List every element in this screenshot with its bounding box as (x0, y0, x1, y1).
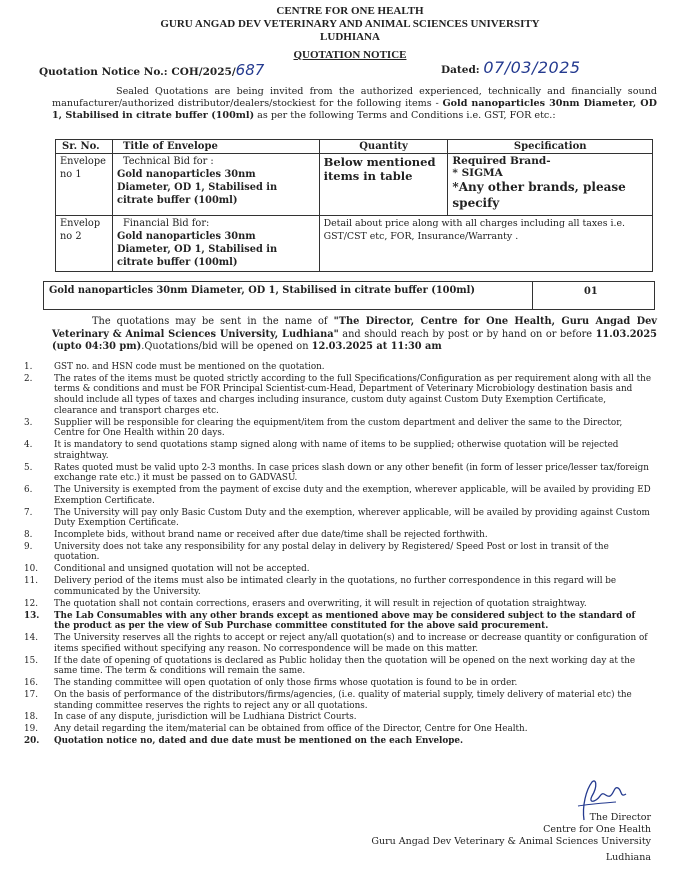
term-number: 12. (24, 598, 38, 609)
col-header-specification: Specification (448, 140, 653, 154)
term-number: 7. (24, 507, 33, 518)
term-item (0, 463, 700, 484)
send-addressee: "The Director, Centre for One Health, Guru Angad Dev Veterinary & Animal Sciences University, Ludhiana" (52, 316, 657, 340)
row2-title (112, 216, 319, 272)
term-number: 18. (24, 712, 38, 723)
term-text: Rates quoted must be valid upto 2-3 months. In case prices slash down or any other benefit (in form of lesser price/lesser tax/foreign exchange rate etc.) it must be passed on to GADVASU. (54, 462, 649, 484)
term-text: Any detail regarding the item/material can be obtained from office of the Director, Centre for One Health. (54, 724, 528, 735)
term-number: 17. (24, 689, 38, 700)
signature-centre: Centre for One Health (543, 824, 651, 835)
send-text-1: The quotations may be sent in the name of (92, 316, 334, 327)
header-centre: CENTRE FOR ONE HEALTH (276, 5, 424, 17)
row1-sr: Envelope no 1 (56, 154, 113, 216)
term-number: 2. (24, 373, 33, 384)
col-header-title: Title of Envelope (112, 140, 319, 154)
row1-quantity: Below mentioned items in table (319, 154, 448, 216)
term-number: 14. (24, 633, 38, 644)
intro-text-1: Sealed Quotations are being invited from the authorized experienced, technically and financially sound manufacturer/authorized distributor/dealers/stockiest for the following items - (52, 86, 657, 109)
terms-list (0, 362, 700, 748)
dated-handwritten: 07/03/2025 (483, 58, 581, 77)
term-item (0, 564, 700, 575)
term-item (0, 712, 700, 723)
term-item (0, 485, 700, 506)
spec-other-brands: *Any other brands, please specify (452, 180, 626, 210)
intro-text-2: as per the following Terms and Conditions i.e. GST, FOR etc.: (254, 110, 556, 121)
term-text: The quotation shall not contain corrections, erasers and overwriting, it will result in rejection of quotation straightway. (54, 598, 587, 609)
term-text: The Lab Consumables with any other brands except as mentioned above may be considered subject to the standard of the product as per the view of Sub Purchase committee constituted for the above said procurement. (54, 610, 636, 632)
term-text: The University reserves all the rights to accept or reject any/all quotation(s) and to increase or decrease quantity or configuration of items specified without specifying any reason. No correspondence will be made on this matter. (54, 633, 648, 654)
send-paragraph (52, 316, 657, 354)
notice-title: QUOTATION NOTICE (293, 49, 407, 61)
term-item (0, 611, 700, 632)
term-item (0, 440, 700, 461)
term-text: Delivery period of the items must also be intimated clearly in the quotations, no further correspondence in this regard will be communicated by the University. (54, 576, 617, 597)
header-university: GURU ANGAD DEV VETERINARY AND ANIMAL SCIENCES UNIVERSITY (160, 18, 540, 30)
summary-divider (532, 282, 533, 309)
term-text: If the date of opening of quotations is declared as Public holiday then the quotation will be opened on the next working day at the same time. The term & conditions will remain the same. (54, 655, 636, 677)
term-text: GST no. and HSN code must be mentioned on the quotation. (54, 362, 325, 372)
term-item (0, 678, 700, 689)
term-number: 8. (24, 529, 33, 540)
term-item (0, 508, 700, 529)
summary-item: Gold nanoparticles 30nm Diameter, OD 1, Stabilised in citrate buffer (100ml) (49, 285, 476, 296)
send-text-2: and should reach by post or by hand on or before (338, 328, 596, 340)
term-item (0, 724, 700, 735)
term-text: University does not take any responsibility for any postal delay in delivery by Registered/ Speed Post or lost in transit of the quotation. (54, 541, 609, 563)
table-row (56, 154, 653, 216)
notice-date (441, 58, 581, 77)
row2-detail: Detail about price along with all charges including all taxes i.e. GST/CST etc, FOR, Insurance/Warranty . (319, 216, 652, 272)
term-item (0, 633, 700, 654)
term-number: 5. (24, 462, 33, 473)
notice-number (39, 61, 265, 79)
term-number: 4. (24, 440, 33, 451)
term-item (0, 542, 700, 563)
term-number: 11. (24, 576, 38, 587)
summary-qty: 01 (584, 286, 598, 297)
term-text: Incomplete bids, without brand name or received after due date/time shall be rejected forthwith. (54, 529, 488, 540)
term-text: It is mandatory to send quotations stamp signed along with name of items to be supplied; otherwise quotation will be rejected straightway. (54, 440, 619, 461)
table-row (56, 216, 653, 272)
header-city: LUDHIANA (320, 31, 380, 43)
term-item (0, 576, 700, 597)
spec-brand: Required Brand- (452, 155, 551, 167)
dated-label: Dated: (441, 64, 480, 76)
term-text: Quotation notice no, dated and due date must be mentioned on the each Envelope. (54, 736, 464, 747)
term-item (0, 362, 700, 373)
term-item (0, 736, 700, 747)
term-text: Conditional and unsigned quotation will not be accepted. (54, 564, 310, 575)
term-number: 13. (24, 610, 40, 621)
term-item (0, 599, 700, 610)
term-text: The University is exempted from the payment of excise duty and the exemption, wherever applicable, will be availed by providing ED Exemption Certificate. (54, 485, 651, 506)
signature-title: The Director (589, 812, 651, 823)
term-number: 20. (24, 736, 40, 747)
term-number: 15. (24, 655, 38, 666)
term-number: 9. (24, 541, 33, 552)
notice-number-handwritten: 687 (235, 61, 265, 79)
term-text: The University will pay only Basic Custom Duty and the exemption, wherever applicable, will be availed by providing against Custom Duty Exemption Certificate. (54, 507, 650, 529)
row2-title-label: Financial Bid for: (122, 218, 210, 229)
term-item (0, 530, 700, 541)
signature-city: Ludhiana (605, 852, 651, 863)
term-number: 19. (24, 724, 38, 735)
spec-sigma: * SIGMA (452, 167, 503, 179)
row1-title-item: Gold nanoparticles 30nm Diameter, OD 1, Stabilised in citrate buffer (100ml) (116, 169, 278, 206)
intro-item: Gold nanoparticles 30nm Diameter, OD 1, Stabilised in citrate buffer (100ml) (52, 98, 657, 121)
term-text: Supplier will be responsible for clearing the equipment/item from the custom department and deliver the same to the Director, Centre for One Health within 20 days. (54, 417, 623, 439)
table-header-row (56, 140, 653, 154)
row1-title (112, 154, 319, 216)
send-due-date: 11.03.2025 (upto 04:30 pm) (52, 328, 657, 353)
term-text: The rates of the items must be quoted strictly according to the full Specifications/Configuration as per requirement along with all the terms & conditions and must be FOR Principal Scientist-cum-Head, Department of Veterinary Microbiology destination basis and should include all types of taxes and charges including insurance, custom duty against Custom Duty Exemption Certificate, clearance and transport charges etc. (54, 373, 652, 416)
row2-sr: Envelop no 2 (56, 216, 113, 272)
col-header-quantity: Quantity (319, 140, 448, 154)
signature-university: Guru Angad Dev Veterinary & Animal Sciences University (371, 836, 651, 847)
row2-title-item: Gold nanoparticles 30nm Diameter, OD 1, Stabilised in citrate buffer (100ml) (116, 231, 278, 268)
col-header-sr: Sr. No. (56, 140, 113, 154)
term-item (0, 374, 700, 416)
notice-number-label: Quotation Notice No.: COH/2025/ (39, 66, 236, 78)
term-number: 6. (24, 485, 33, 496)
send-open-date: 12.03.2025 at 11:30 am (311, 341, 442, 353)
row1-title-label: Technical Bid for : (122, 156, 214, 167)
term-number: 10. (24, 564, 38, 575)
envelope-table (55, 139, 653, 272)
term-item (0, 656, 700, 677)
row1-spec (448, 154, 653, 216)
intro-paragraph (52, 86, 657, 122)
term-number: 3. (24, 417, 33, 428)
item-summary-box (43, 281, 655, 310)
term-number: 1. (24, 362, 33, 372)
term-number: 16. (24, 678, 38, 689)
term-text: On the basis of performance of the distributors/firms/agencies, (i.e. quality of material supply, timely delivery of material etc) the standing committee reserves the rights to reject any or all quotations. (54, 689, 632, 711)
send-text-3: .Quotations/bid will be opened on (141, 341, 312, 353)
term-item (0, 690, 700, 711)
term-text: The standing committee will open quotation of only those firms whose quotation is found to be in order. (54, 678, 518, 689)
term-item (0, 418, 700, 439)
term-text: In case of any dispute, jurisdiction will be Ludhiana District Courts. (54, 712, 357, 723)
